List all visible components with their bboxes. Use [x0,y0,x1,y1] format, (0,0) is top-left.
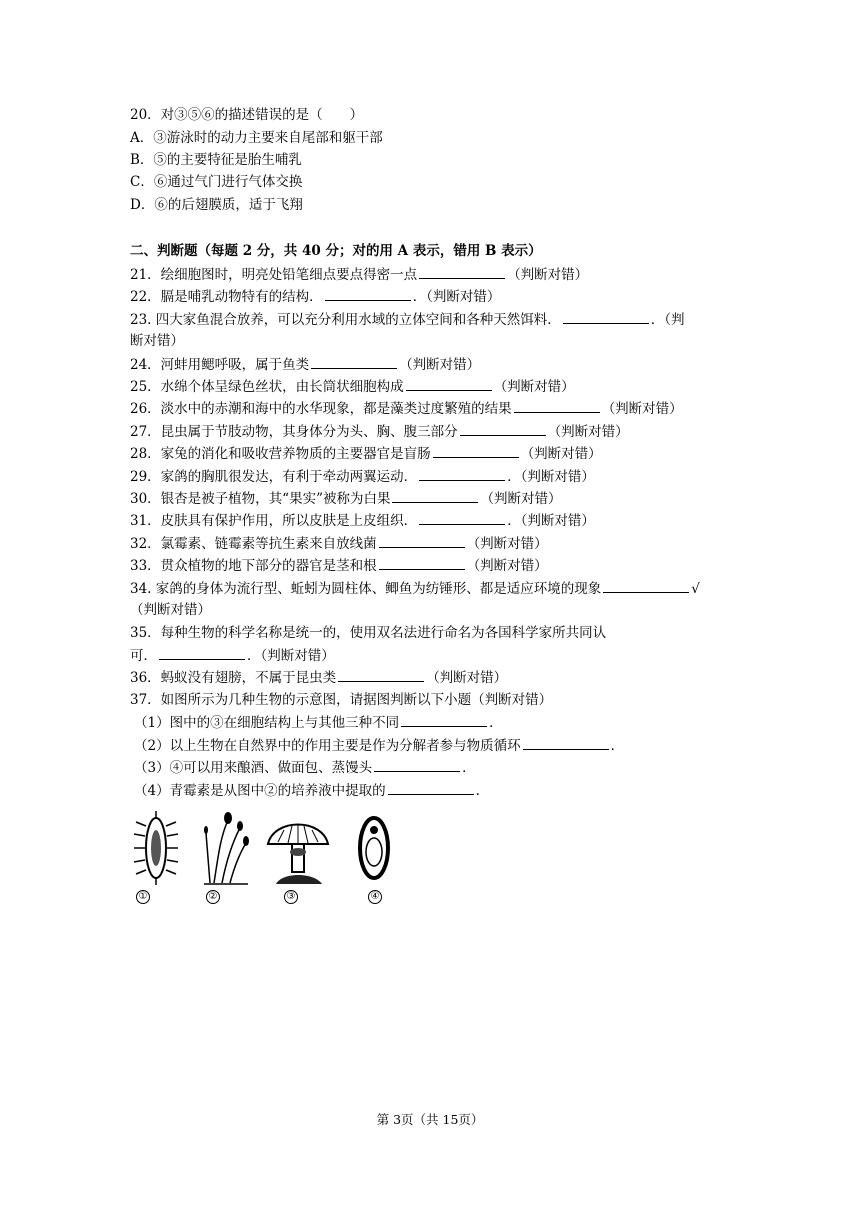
organism-figures [130,808,430,908]
q36 [130,667,507,688]
q37-part4 [134,780,489,801]
answer-blank [563,309,649,324]
q21-suffix: （判断对错） [507,267,589,283]
q35: 35．每种生物的科学名称是统一的，使用双名法进行命名为各国科学家所共同认 [130,625,607,641]
answer-blank [388,780,474,795]
q20-stem: 20．对③⑤⑥的描述错误的是（ ） [130,107,364,123]
q37-part1-suffix: ． [489,715,503,731]
page-footer: 第 3页（共 15页） [376,1112,484,1127]
q26-text: 26．淡水中的赤潮和海中的水华现象，都是藻类过度繁殖的结果 [130,401,512,417]
answer-blank [325,286,411,301]
q31-text: 31．皮肤具有保护作用，所以皮肤是上皮组织． [130,513,418,529]
answer-blank [523,735,609,750]
q23-text: 23. 四大家鱼混合放养，可以充分利用水域的立体空间和各种天然饵料． [130,312,561,328]
q32-text: 32．氯霉素、链霉素等抗生素来自放线菌 [130,536,377,552]
q34-continued: （判断对错） [130,602,211,618]
answer-blank [392,488,478,503]
q28-text: 28．家兔的消化和吸收营养物质的主要器官是盲肠 [130,446,431,462]
answer-blank [401,712,487,727]
answer-blank [406,376,492,391]
q27-text: 27．昆虫属于节肢动物，其身体分为头、胸、腹三部分 [130,424,458,440]
q22-suffix: ．（判断对错） [412,289,501,305]
q23-continued: 断对错） [130,333,184,349]
figure-penicillium [200,808,260,908]
answer-blank [419,264,505,279]
answer-blank [379,533,465,548]
q29 [130,466,595,487]
q33-suffix: （判断对错） [466,558,548,574]
q35-continued [130,645,335,666]
answer-blank [419,466,505,481]
figure-label-4: ④ [368,890,382,904]
q24-suffix: （判断对错） [399,357,481,373]
q32-suffix: （判断对错） [466,536,548,552]
q24 [130,354,480,375]
q20-option-a: A．③游泳时的动力主要来自尾部和躯干部 [130,130,383,146]
q27-suffix: （判断对错） [547,424,629,440]
answer-blank [338,667,424,682]
q25-text: 25．水绵个体呈绿色丝状，由长筒状细胞构成 [130,379,404,395]
q26 [130,398,683,419]
q37-part3-text: （3）④可以用来酿酒、做面包、蒸馒头 [134,760,373,776]
q36-suffix: （判断对错） [426,670,508,686]
q34-mark: √ [691,581,700,597]
figure-mushroom [264,808,334,908]
q28 [130,443,602,464]
q23-suffix: ．（判 [650,312,685,328]
q37-part1 [134,712,503,733]
q26-suffix: （判断对错） [601,401,683,417]
q34-text: 34. 家鸽的身体为流行型、蚯蚓为圆柱体、鲫鱼为纺锤形、都是适应环境的现象 [130,581,602,597]
q20-option-d: D．⑥的后翅膜质，适于飞翔 [130,197,303,213]
q28-suffix: （判断对错） [520,446,602,462]
q37-part4-text: （4）青霉素是从图中②的培养液中提取的 [134,783,386,799]
answer-blank [460,421,546,436]
figure-label-3: ③ [284,890,298,904]
q37-part3-suffix: ． [462,760,476,776]
q37-part2-text: （2）以上生物在自然界中的作用主要是作为分解者参与物质循环 [134,738,521,754]
q35-suffix: ．（判断对错） [247,648,335,664]
q32 [130,533,548,554]
q25-suffix: （判断对错） [493,379,575,395]
q33-text: 33．贯众植物的地下部分的器官是茎和根 [130,558,377,574]
answer-blank [419,510,505,525]
q37-part2-suffix: ． [610,738,625,754]
q29-text: 29．家鸽的胸肌很发达，有利于牵动两翼运动． [130,469,418,485]
q30-text: 30．银杏是被子植物，其“果实”被称为白果 [130,491,391,507]
penicillium-drawing [200,808,260,888]
figure-yeast [354,808,414,908]
q27 [130,421,629,442]
q25 [130,376,575,397]
q37-part4-suffix: ． [475,783,490,799]
answer-blank [433,443,519,458]
answer-blank [159,645,245,660]
answer-blank [603,578,689,593]
q34 [130,578,700,599]
answer-blank [311,354,397,369]
mushroom-drawing [264,808,334,888]
section2-heading: 二、判断题（每题 2 分，共 40 分；对的用 A 表示，错用 B 表示） [130,243,542,259]
q24-text: 24．河蚌用鳃呼吸，属于鱼类 [130,357,310,373]
q37-part3 [134,757,476,778]
figure-label-2: ② [206,890,220,904]
q37-part2 [134,735,624,756]
q23 [130,309,685,330]
answer-blank [374,757,460,772]
q22-text: 22．膈是哺乳动物特有的结构． [130,289,323,305]
q37: 37．如图所示为几种生物的示意图，请据图判断以下小题（判断对错） [130,692,553,708]
q30-suffix: （判断对错） [480,491,562,507]
q22 [130,286,500,307]
q21-text: 21．绘细胞图时，明亮处铅笔细点要点得密一点 [130,267,418,283]
q20-option-c: C．⑥通过气门进行气体交换 [130,174,303,190]
q31-suffix: ．（判断对错） [507,513,595,529]
q29-suffix: ．（判断对错） [507,469,595,485]
answer-blank [514,398,600,413]
q33 [130,555,548,576]
q30 [130,488,561,509]
bacterium-drawing [130,808,190,888]
q21 [130,264,588,285]
yeast-drawing [354,808,414,888]
figure-label-1: ① [136,890,150,904]
figure-bacterium [130,808,190,908]
q31 [130,510,595,531]
q36-text: 36．蚂蚁没有翅膀，不属于昆虫类 [130,670,337,686]
q20-option-b: B．⑤的主要特征是胎生哺乳 [130,152,302,168]
q35-text: 可． [130,648,157,664]
q37-part1-text: （1）图中的③在细胞结构上与其他三种不同 [134,715,400,731]
answer-blank [379,555,465,570]
